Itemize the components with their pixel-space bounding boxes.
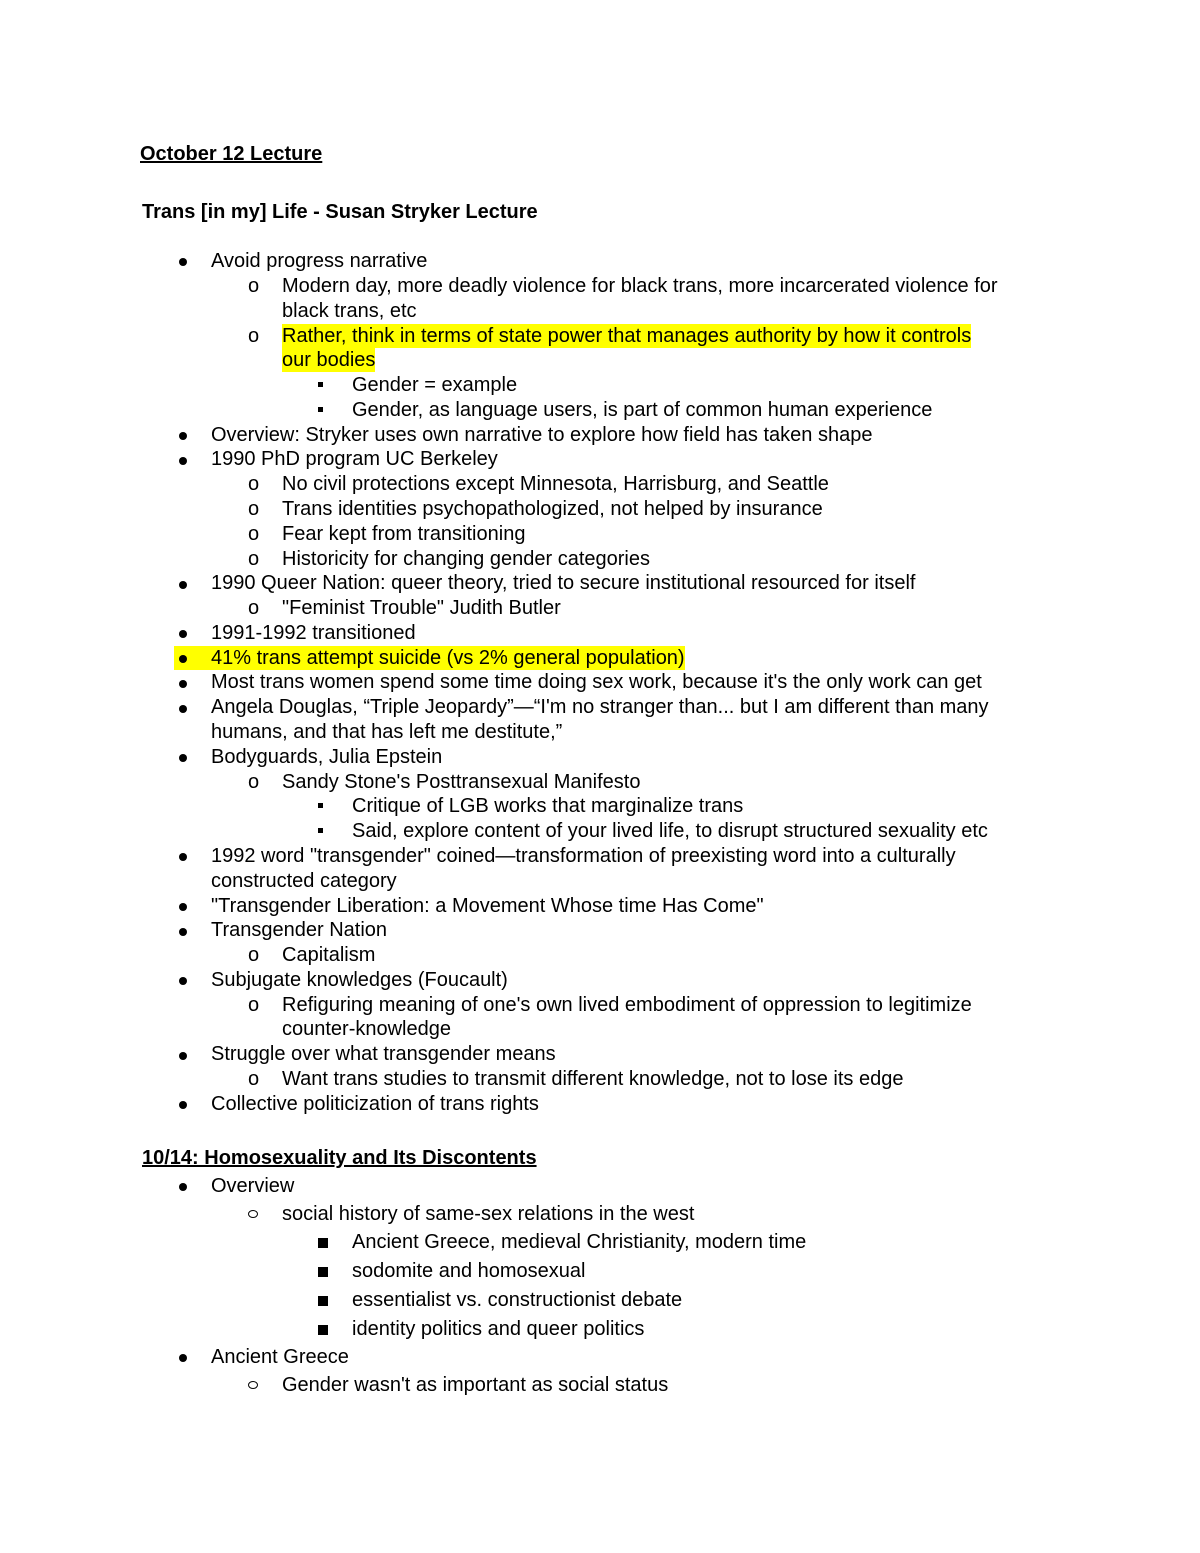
list-item: humans, and that has left me destitute,” <box>211 721 563 743</box>
bullet-dot <box>179 928 187 936</box>
list-item: Capitalism <box>282 944 376 966</box>
list-item: Sandy Stone's Posttransexual Manifesto <box>282 771 641 793</box>
list-item: constructed category <box>211 870 397 892</box>
list-item: Overview: Stryker uses own narrative to explore how field has taken shape <box>211 424 873 446</box>
bullet-dot <box>179 457 187 465</box>
list-item: Said, explore content of your lived life, to disrupt structured sexuality etc <box>352 820 988 842</box>
list-item: Gender, as language users, is part of common human experience <box>352 399 933 421</box>
list-item: No civil protections except Minnesota, Harrisburg, and Seattle <box>282 473 829 495</box>
bullet-dot <box>179 1183 187 1191</box>
list-item: Fear kept from transitioning <box>282 523 526 545</box>
list-item: Most trans women spend some time doing sex work, because it's the only work can get <box>211 671 982 693</box>
bullet-black-square <box>318 1267 328 1277</box>
list-item: sodomite and homosexual <box>352 1260 586 1282</box>
bullet-o: o <box>248 944 260 966</box>
list-item: 1990 PhD program UC Berkeley <box>211 448 498 470</box>
list-item: Subjugate knowledges (Foucault) <box>211 969 508 991</box>
list-item: Gender = example <box>352 374 518 396</box>
bullet-dot <box>179 853 187 861</box>
bullet-square <box>318 828 323 833</box>
bullet-o: o <box>248 597 260 619</box>
bullet-dot <box>179 655 187 663</box>
list-item: Struggle over what transgender means <box>211 1043 556 1065</box>
bullet-dot <box>179 705 187 713</box>
list-item: Refiguring meaning of one's own lived embodiment of oppression to legitimize <box>282 994 972 1016</box>
list-item: Bodyguards, Julia Epstein <box>211 746 443 768</box>
bullet-square <box>318 407 323 412</box>
list-item: Angela Douglas, “Triple Jeopardy”—“I'm no stranger than... but I am different than many <box>211 696 989 718</box>
bullet-dot <box>179 1354 187 1362</box>
list-item: 1991-1992 transitioned <box>211 622 416 644</box>
bullet-dot <box>179 977 187 985</box>
list-item: Gender wasn't as important as social status <box>282 1374 669 1396</box>
bullet-dot <box>179 258 187 266</box>
highlighted-item: our bodies <box>282 349 376 371</box>
bullet-o: o <box>248 473 260 495</box>
bullet-o: o <box>248 498 260 520</box>
list-item: "Feminist Trouble" Judith Butler <box>282 597 561 619</box>
bullet-dot <box>179 630 187 638</box>
bullet-square <box>318 803 323 808</box>
bullet-dot <box>179 581 187 589</box>
list-item: Modern day, more deadly violence for black trans, more incarcerated violence for <box>282 275 998 297</box>
list-item: 1992 word "transgender" coined—transformation of preexisting word into a culturally <box>211 845 956 867</box>
list-item: Avoid progress narrative <box>211 250 428 272</box>
bullet-dot <box>179 680 187 688</box>
list-item: Historicity for changing gender categories <box>282 548 650 570</box>
list-item: black trans, etc <box>282 300 417 322</box>
bullet-o: o <box>248 548 260 570</box>
bullet-dot <box>179 754 187 762</box>
bullet-ring <box>248 1381 258 1389</box>
bullet-dot <box>179 432 187 440</box>
highlighted-item: 41% trans attempt suicide (vs 2% general population) <box>204 646 685 670</box>
bullet-ring <box>248 1210 258 1218</box>
list-item: "Transgender Liberation: a Movement Whose time Has Come" <box>211 895 764 917</box>
bullet-black-square <box>318 1296 328 1306</box>
list-item: Overview <box>211 1175 295 1197</box>
bullet-square <box>318 382 323 387</box>
bullet-dot <box>179 1052 187 1060</box>
list-item: Trans identities psychopathologized, not helped by insurance <box>282 498 823 520</box>
list-item: 1990 Queer Nation: queer theory, tried to secure institutional resourced for itself <box>211 572 916 594</box>
bullet-black-square <box>318 1325 328 1335</box>
bullet-o: o <box>248 325 260 347</box>
list-item: Ancient Greece, medieval Christianity, modern time <box>352 1231 807 1253</box>
bullet-o: o <box>248 1068 260 1090</box>
section-title: 10/14: Homosexuality and Its Discontents <box>142 1147 537 1169</box>
list-item: social history of same-sex relations in the west <box>282 1203 695 1225</box>
bullet-dot <box>179 903 187 911</box>
bullet-o: o <box>248 771 260 793</box>
list-item: Critique of LGB works that marginalize trans <box>352 795 744 817</box>
list-item: Transgender Nation <box>211 919 388 941</box>
list-item: Ancient Greece <box>211 1346 349 1368</box>
list-item: essentialist vs. constructionist debate <box>352 1289 683 1311</box>
highlighted-item: Rather, think in terms of state power that manages authority by how it controls <box>282 325 972 347</box>
list-item: identity politics and queer politics <box>352 1318 645 1340</box>
bullet-o: o <box>248 523 260 545</box>
bullet-o: o <box>248 994 260 1016</box>
list-item: Collective politicization of trans rights <box>211 1093 539 1115</box>
list-item: Want trans studies to transmit different knowledge, not to lose its edge <box>282 1068 904 1090</box>
section-subtitle: Trans [in my] Life - Susan Stryker Lecture <box>142 201 538 223</box>
bullet-black-square <box>318 1238 328 1248</box>
list-item: counter-knowledge <box>282 1018 451 1040</box>
page-title: October 12 Lecture <box>140 143 323 165</box>
bullet-dot <box>179 1101 187 1109</box>
bullet-o: o <box>248 275 260 297</box>
